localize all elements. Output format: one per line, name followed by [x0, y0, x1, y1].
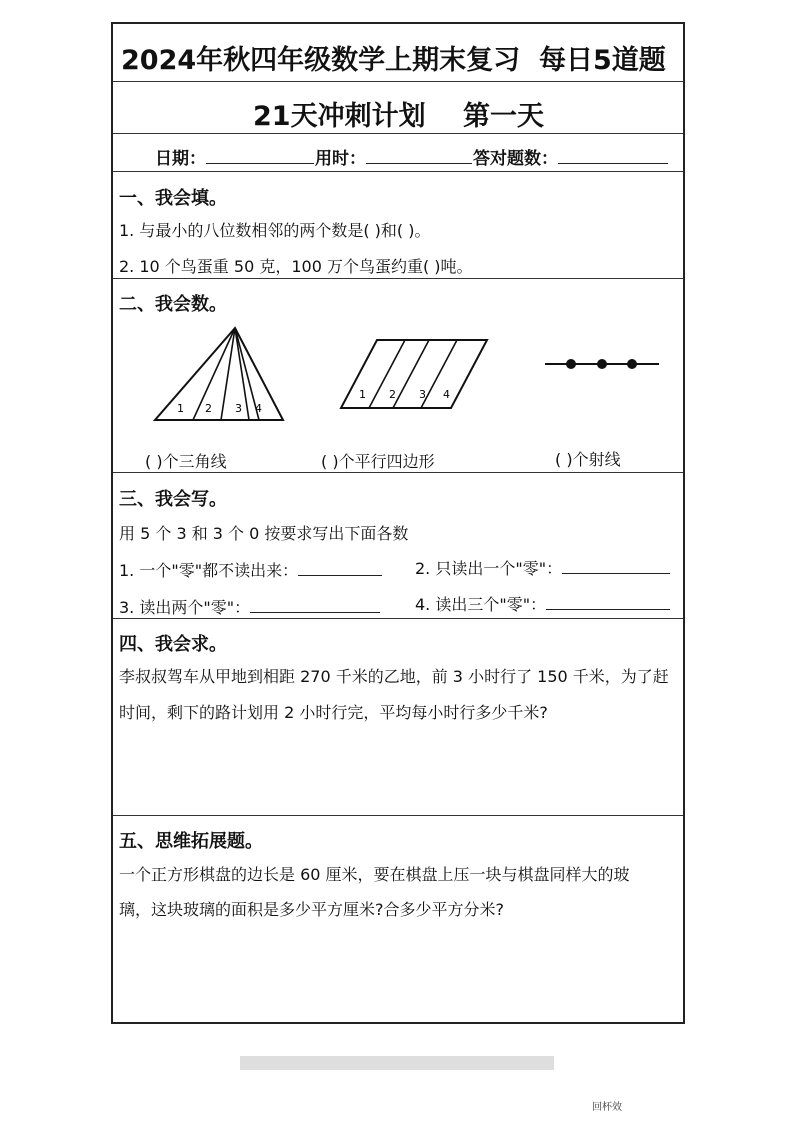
section-3-q1-blank[interactable]	[298, 561, 382, 576]
page-title	[121, 38, 666, 77]
section-3-question-4	[415, 592, 670, 615]
triangle-label-2: 2	[205, 402, 212, 415]
section-3-title: 三、我会写。	[119, 489, 227, 510]
triangle-label-3: 3	[235, 402, 242, 415]
triangle-answer: ( )个三角线	[145, 452, 227, 471]
section-3-q1-text: 1. 一个"零"都不读出来：	[119, 561, 299, 580]
date-field[interactable]	[155, 144, 314, 169]
triangle-label-4: 4	[255, 402, 262, 415]
section-4-line-1: 李叔叔驾车从甲地到相距 270 千米的乙地，前 3 小时行了 150 千米，为了赶	[119, 667, 669, 686]
ray-answer: ( )个射线	[555, 450, 621, 469]
section-3-q3-text: 3. 读出两个"零"：	[119, 598, 251, 617]
section-4-title: 四、我会求。	[119, 634, 227, 655]
section-3-q3-blank[interactable]	[250, 598, 380, 613]
correct-label: 答对题数：	[473, 149, 558, 169]
title-row	[113, 24, 683, 82]
time-label: 用时：	[315, 149, 366, 169]
corner-text: 回杯效	[592, 1102, 622, 1113]
parallelogram-label-1: 1	[359, 388, 366, 401]
parallelogram-label-3: 3	[419, 388, 426, 401]
section-3-q4-blank[interactable]	[546, 595, 670, 610]
section-3-question-1	[119, 558, 382, 581]
title-right: 每日5道题	[539, 45, 666, 76]
correct-blank[interactable]	[558, 149, 668, 164]
section-4-line-2: 时间，剩下的路计划用 2 小时行完，平均每小时行多少千米?	[119, 703, 548, 722]
blurred-footer-bar	[240, 1056, 554, 1070]
parallelogram-label-2: 2	[389, 388, 396, 401]
worksheet	[111, 22, 685, 1024]
subtitle-left: 21天冲刺计划	[253, 101, 426, 132]
title-left: 2024年秋四年级数学上期末复习	[121, 45, 521, 76]
section-3-q2-text: 2. 只读出一个"零"：	[415, 559, 563, 578]
correct-field[interactable]	[473, 144, 668, 169]
time-field[interactable]	[315, 144, 472, 169]
time-blank[interactable]	[366, 149, 472, 164]
section-1-question-2: 2. 10 个鸟蛋重 50 克，100 万个鸟蛋约重( )吨。	[119, 257, 473, 276]
ray-figure	[541, 354, 663, 374]
section-5-line-2: 璃，这块玻璃的面积是多少平方厘米?合多少平方分米?	[119, 900, 504, 919]
section-3-question-2	[415, 556, 670, 579]
date-blank[interactable]	[206, 149, 314, 164]
parallelogram-answer: ( )个平行四边形	[321, 452, 435, 471]
section-2-title: 二、我会数。	[119, 294, 227, 315]
section-1-title: 一、我会填。	[119, 188, 227, 209]
page-subtitle	[253, 94, 544, 133]
section-3-q2-blank[interactable]	[562, 559, 670, 574]
section-1-question-1: 1. 与最小的八位数相邻的两个数是( )和( )。	[119, 221, 431, 240]
section-5-line-1: 一个正方形棋盘的边长是 60 厘米，要在棋盘上压一块与棋盘同样大的玻	[119, 865, 630, 884]
parallelogram-figure	[339, 336, 489, 414]
subtitle-right: 第一天	[463, 101, 544, 132]
section-3-q4-text: 4. 读出三个"零"：	[415, 595, 547, 614]
parallelogram-label-4: 4	[443, 388, 450, 401]
section-3-intro: 用 5 个 3 和 3 个 0 按要求写出下面各数	[119, 524, 409, 543]
section-3-question-3	[119, 595, 380, 618]
section-5-title: 五、思维拓展题。	[119, 831, 263, 852]
date-label: 日期：	[155, 149, 206, 169]
triangle-label-1: 1	[177, 402, 184, 415]
triangle-figure	[151, 324, 291, 424]
